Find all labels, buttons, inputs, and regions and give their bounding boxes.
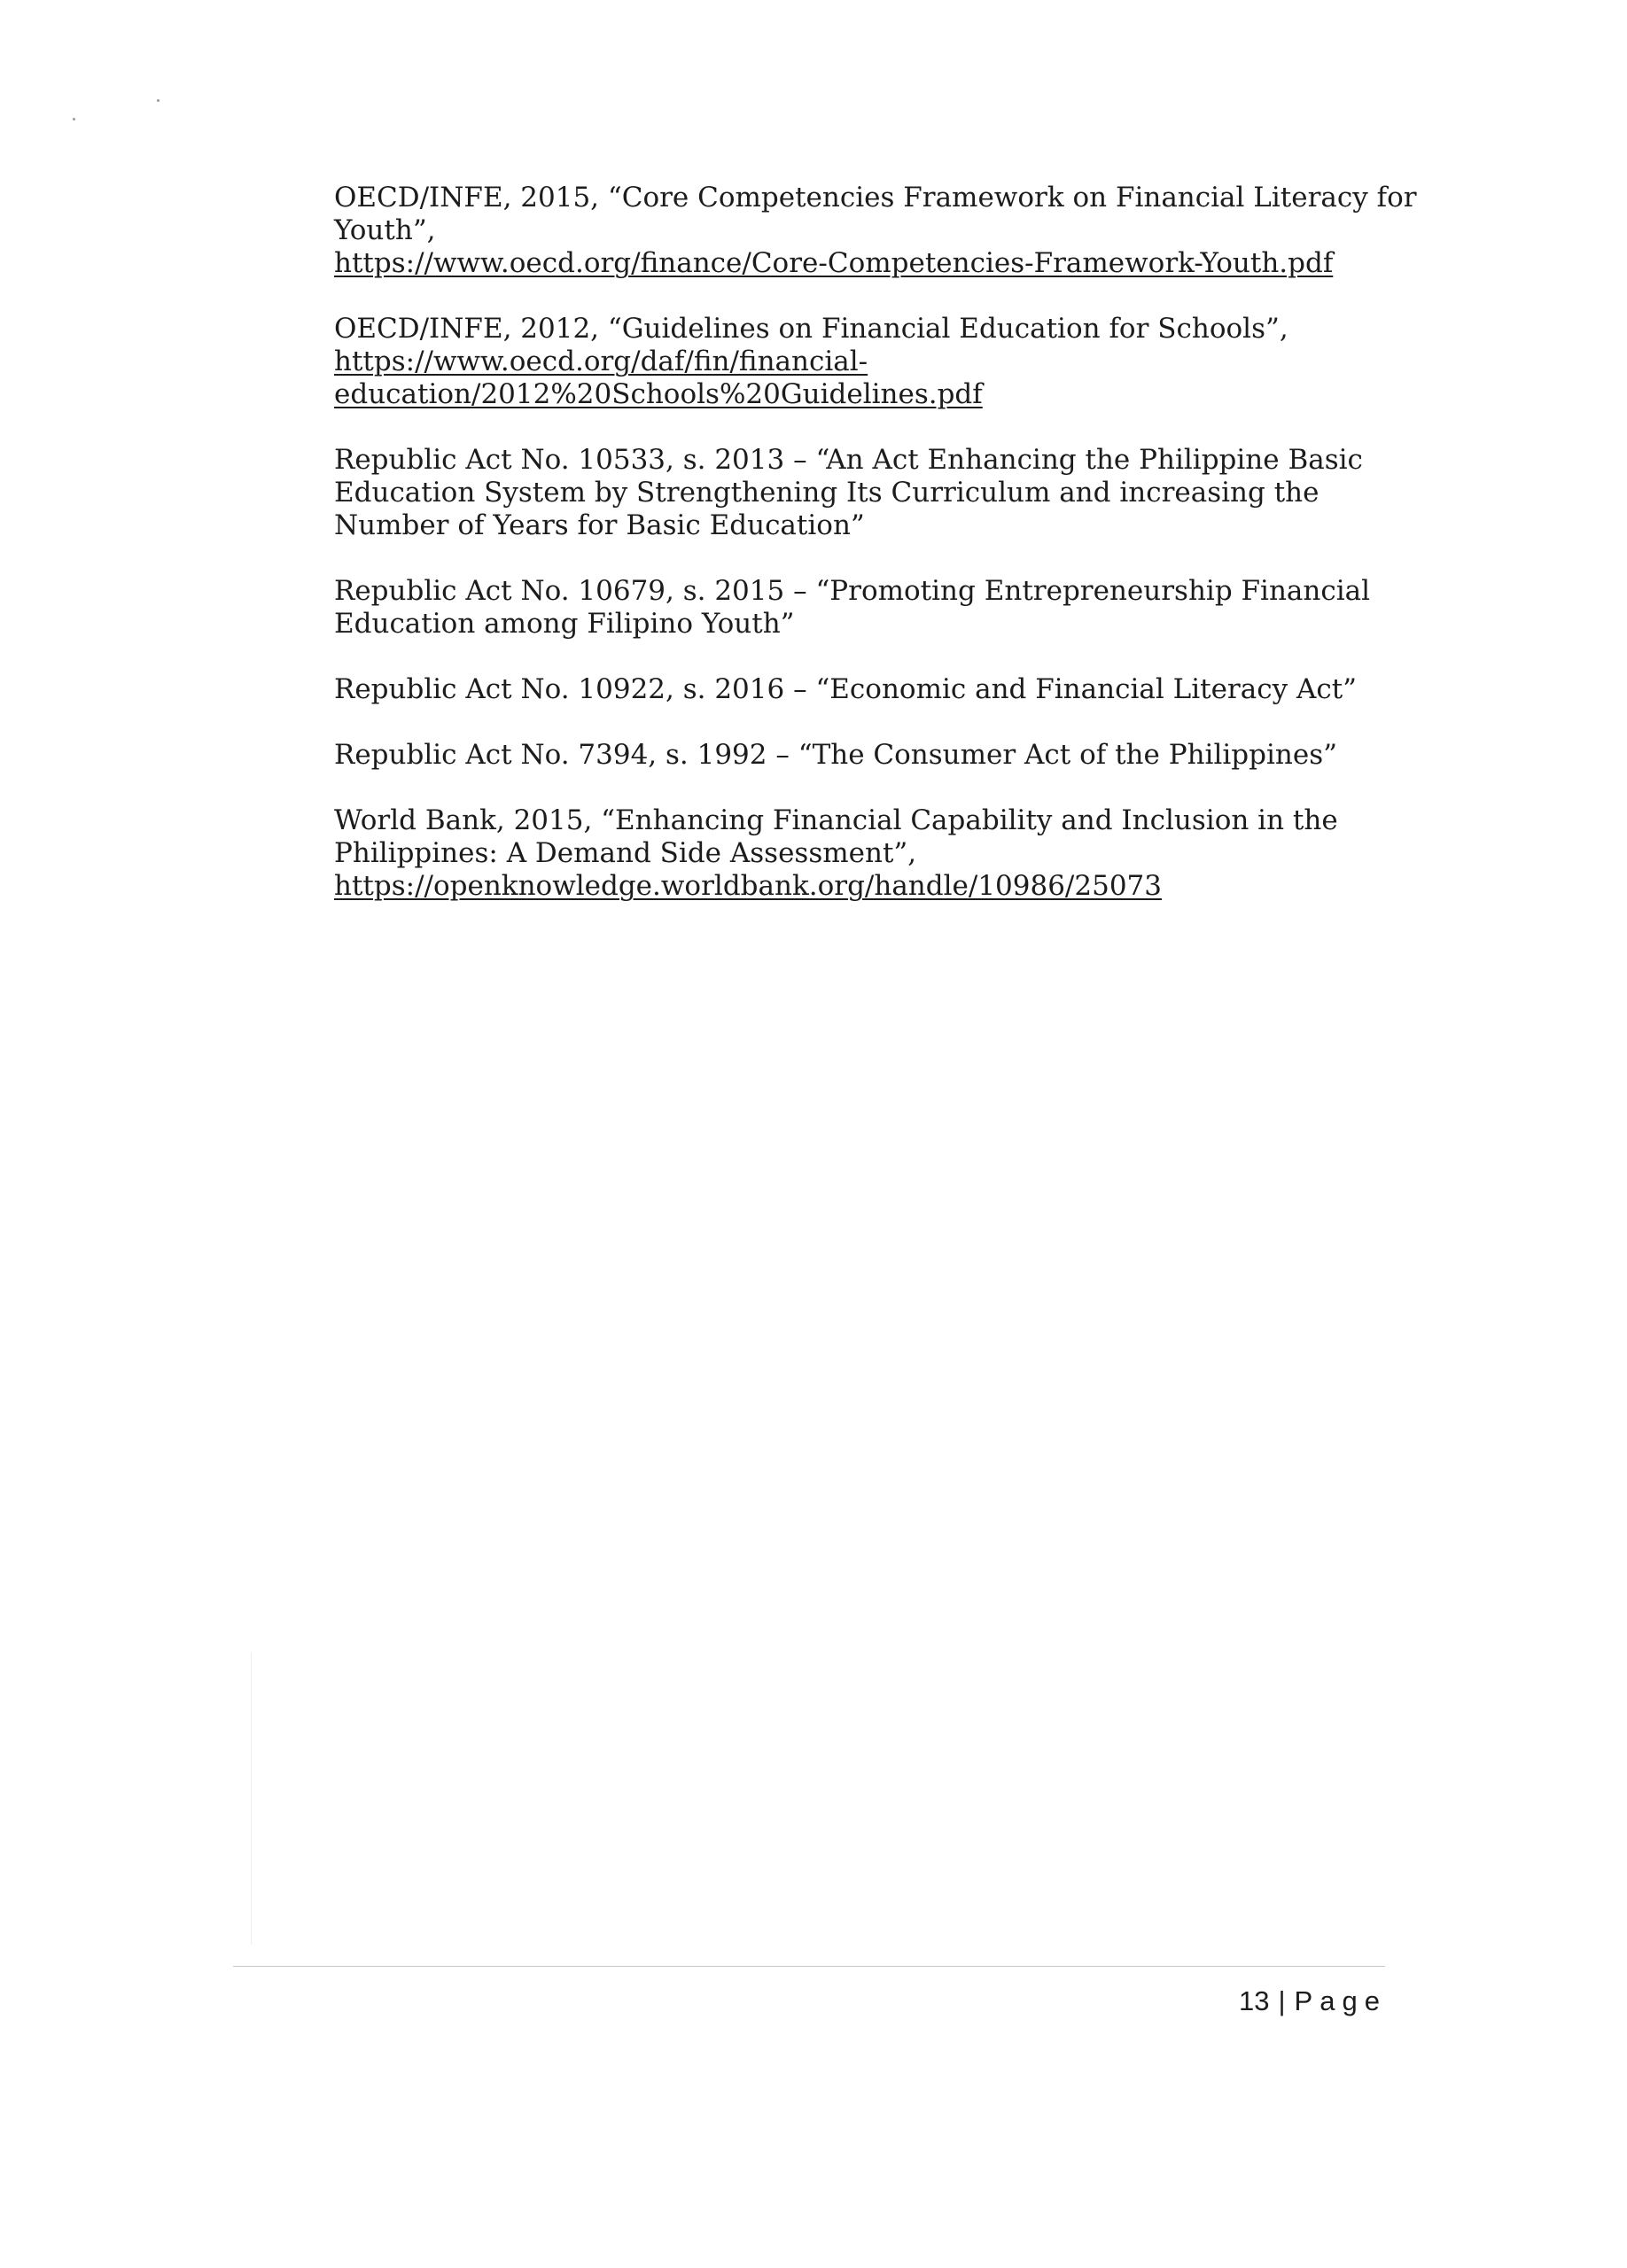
reference-text: Number of Years for Basic Education” xyxy=(334,509,865,541)
reference-entry xyxy=(334,313,1397,411)
reference-link[interactable]: https://openknowledge.worldbank.org/handle/10986/25073 xyxy=(334,870,1162,902)
reference-text: Philippines: A Demand Side Assessment”, xyxy=(334,837,917,869)
footer-divider xyxy=(233,1966,1385,1967)
reference-text: Education among Filipino Youth” xyxy=(334,608,795,640)
reference-entry xyxy=(334,739,1397,772)
page-label: Page xyxy=(1294,1985,1387,2016)
reference-text: Republic Act No. 10679, s. 2015 – “Promoting Entrepreneurship Financial xyxy=(334,575,1371,607)
reference-text: Republic Act No. 7394, s. 1992 – “The Consumer Act of the Philippines” xyxy=(334,739,1337,771)
reference-link[interactable]: https://www.oecd.org/daf/fin/financial- xyxy=(334,346,868,377)
page-number-separator: | xyxy=(1278,1985,1286,2016)
reference-link[interactable]: https://www.oecd.org/finance/Core-Competencies-Framework-Youth.pdf xyxy=(334,247,1334,279)
reference-entry xyxy=(334,182,1417,280)
reference-text: World Bank, 2015, “Enhancing Financial Capability and Inclusion in the xyxy=(334,804,1338,836)
reference-text: Youth”, xyxy=(334,214,436,246)
reference-text: Republic Act No. 10533, s. 2013 – “An Act Enhancing the Philippine Basic xyxy=(334,444,1363,476)
reference-text: Republic Act No. 10922, s. 2016 – “Economic and Financial Literacy Act” xyxy=(334,673,1357,705)
reference-text: OECD/INFE, 2012, “Guidelines on Financial Education for Schools”, xyxy=(334,313,1288,345)
reference-link[interactable]: education/2012%20Schools%20Guidelines.pdf xyxy=(334,378,983,410)
reference-entry xyxy=(334,444,1397,542)
reference-entry xyxy=(334,804,1397,903)
reference-text: OECD/INFE, 2015, “Core Competencies Framework on Financial Literacy for xyxy=(334,182,1417,214)
reference-entry xyxy=(334,575,1397,641)
scan-edge-line xyxy=(251,1652,252,1945)
page-number: 13 xyxy=(1239,1985,1270,2016)
scan-speck xyxy=(73,118,75,120)
scan-speck xyxy=(157,99,160,102)
reference-list xyxy=(334,182,1417,936)
reference-entry xyxy=(334,673,1397,706)
reference-text: Education System by Strengthening Its Curriculum and increasing the xyxy=(334,477,1320,509)
page-number-footer xyxy=(1239,1985,1387,2017)
